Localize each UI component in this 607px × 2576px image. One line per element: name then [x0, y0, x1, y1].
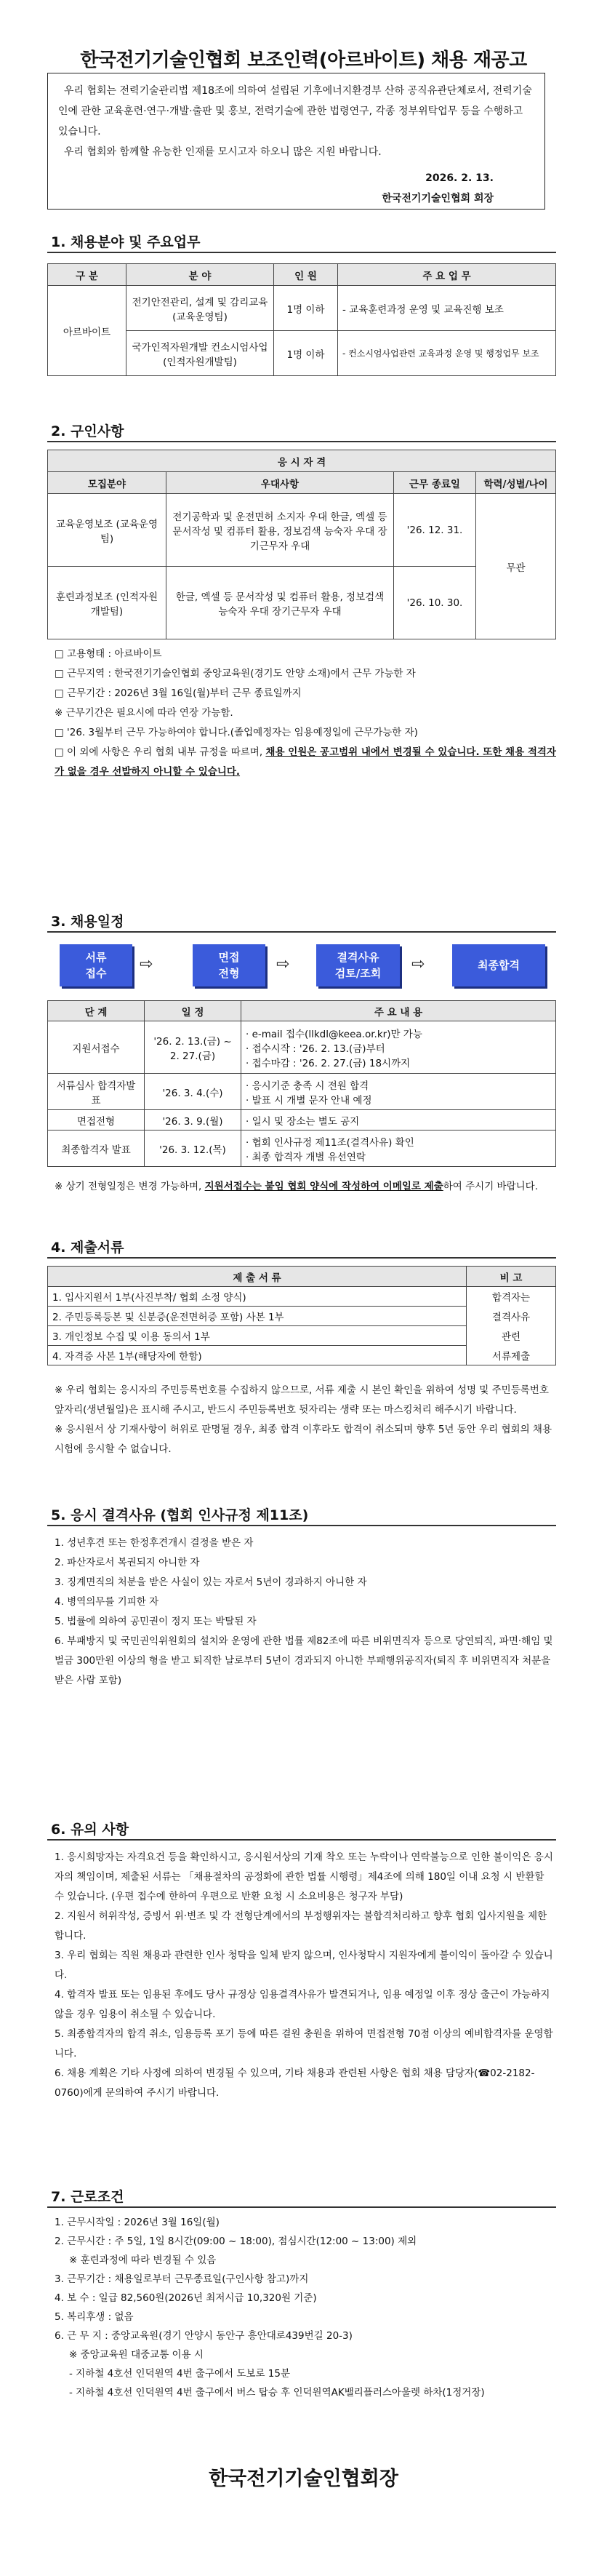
header-note: 비 고: [467, 1267, 556, 1287]
count-cell: 1명 이하: [274, 331, 338, 376]
pref-cell: 한글, 엑셀 등 문서작성 및 컴퓨터 활용, 정보검색 능숙자 우대 장기근무자 우대: [166, 567, 394, 639]
content-line: · 응시기준 충족 시 전원 합격: [246, 1080, 369, 1092]
flow-step-interview: [193, 944, 265, 986]
note-text: ※ 상기 전형일정은 변경 가능하며,: [55, 1181, 202, 1192]
list-item: 2. 지원서 허위작성, 증빙서 위·변조 및 각 전형단계에서의 부정행위자는 불합격처리하고 향후 협회 입사지원을 제한합니다.: [55, 1910, 547, 1942]
section-4-title: 4. 제출서류: [51, 1240, 124, 1256]
content-line: · 협회 인사규정 제11조(결격사유) 확인: [246, 1136, 414, 1149]
end-cell: '26. 12. 31.: [394, 494, 476, 567]
list-item: 6. 근 무 지 : 중앙교육원(경기 안양시 동안구 흥안대로439번길 20-3): [55, 2330, 353, 2342]
header-duty: 주 요 업 무: [338, 264, 556, 286]
list-item: 6. 부패방지 및 국민권익위원회의 설치와 운영에 관한 법률 제82조에 따른 비위면직자 등으로 당연퇴직, 파면·해임 및 벌금 300만원 이상의 형을 받고 퇴직한 날로부터 5년이 경과되지 아니한 부패행위공직자(퇴직 후 비위면직자 처분을 받은 사람 포함): [55, 1635, 553, 1686]
content-cell: [241, 1131, 556, 1167]
date-cell: '26. 3. 12.(목): [145, 1131, 241, 1167]
page-title: 한국전기기술인협회 보조인력(아르바이트) 채용 재공고: [80, 49, 527, 71]
list-item: 3. 징계면직의 처분을 받은 사실이 있는 자로서 5년이 경과하지 아니한 자: [55, 1576, 367, 1588]
section-1-table: [47, 263, 556, 376]
section-1-title: 1. 채용분야 및 주요업무: [51, 234, 201, 250]
stage-cell: 서류심사 합격자발표: [48, 1074, 145, 1110]
flow-label: 결격사유: [337, 951, 379, 964]
content-line: · 발표 시 개별 문자 안내 예정: [246, 1094, 372, 1106]
note-item: [55, 1177, 556, 1197]
list-item: 3. 근무기간 : 채용일로부터 근무종료일(구인사항 참고)까지: [55, 2273, 309, 2285]
footer-signature: 한국전기기술인협회장: [209, 2468, 398, 2490]
date-cell: '26. 3. 9.(월): [145, 1110, 241, 1131]
end-cell: '26. 10. 30.: [394, 567, 476, 639]
section-4-divider: [47, 1257, 556, 1259]
header-stage: 단 계: [48, 1001, 145, 1021]
note-cell: 합격자는: [467, 1287, 556, 1307]
section-6-list: [55, 1848, 556, 2103]
date-cell: '26. 2. 13.(금) ~ 2. 27.(금): [145, 1021, 241, 1074]
note-cell: 결격사유: [467, 1307, 556, 1326]
arrow-icon: ⇨: [411, 955, 425, 973]
header-end: 근무 종료일: [394, 472, 476, 494]
note-text: 하여 주시기 바랍니다.: [443, 1181, 539, 1192]
list-item: 1. 응시희망자는 자격요건 등을 확인하시고, 응시원서상의 기재 착오 또는 누락이나 연락불능으로 인한 불이익은 응시자의 책임이며, 제출된 서류는 「채용절차의 공정화에 관한 법률 시행령」제4조에 의해 180일 이내 요청 시 반환할 수 있습니다. (우편 접수에 한하여 우편으로 반환 요청 시 소요비용은 청구자 부담): [55, 1851, 553, 1902]
note-bold: 지원서접수는 붙임 협회 양식에 작성하여 이메일로 제출: [204, 1181, 443, 1192]
header-doc: 제 출 서 류: [48, 1267, 467, 1287]
note-item: □ 고용형태 : 아르바이트: [55, 648, 162, 660]
field-cell: 국가인적자원개발 컨소시엄사업 (인적자원개발팀): [126, 331, 274, 376]
doc-cell: 1. 입사지원서 1부(사진부착/ 협회 소정 양식): [48, 1287, 467, 1307]
section-2-divider: [47, 441, 556, 442]
count-cell: 1명 이하: [274, 286, 338, 331]
flow-step-check: [316, 944, 400, 986]
intro-box: [47, 73, 545, 210]
note-item: □ '26. 3월부터 근무 가능하여야 합니다.(졸업예정자는 임용예정일에 근무가능한 자): [55, 727, 418, 738]
section-3-table: [47, 1000, 556, 1167]
intro-signer: 한국전기기술인협회 회장: [382, 193, 494, 204]
content-line: · e-mail 접수(llkdl@keea.or.kr)만 가능: [246, 1028, 422, 1040]
header-field: 분 야: [126, 264, 274, 286]
list-item: 4. 보 수 : 일급 82,560원(2026년 최저시급 10,320원 기준): [55, 2292, 317, 2304]
doc-cell: 4. 자격증 사본 1부(해당자에 한함): [48, 1346, 467, 1365]
section-4-notes: [55, 1381, 556, 1459]
flow-label: 면접: [218, 951, 240, 964]
duty-cell: - 교육훈련과정 운영 및 교육진행 보조: [338, 286, 556, 331]
list-item: ※ 중앙교육원 대중교통 이용 시: [69, 2349, 204, 2361]
list-item: 5. 법률에 의하여 공민권이 정지 또는 박탈된 자: [55, 1616, 257, 1627]
list-item: 4. 병역의무를 기피한 자: [55, 1596, 159, 1608]
content-cell: [241, 1110, 556, 1131]
section-2-title: 2. 구인사항: [51, 423, 124, 439]
arrow-icon: ⇨: [276, 955, 290, 973]
section-6-divider: [47, 1839, 556, 1841]
section-2-notes: [55, 645, 556, 782]
stage-cell: 면접전형: [48, 1110, 145, 1131]
list-item: 1. 성년후견 또는 한정후견개시 결정을 받은 자: [55, 1537, 254, 1549]
qualification-title: 응 시 자 격: [48, 450, 556, 472]
list-item: - 지하철 4호선 인덕원역 4번 출구에서 도보로 15분: [69, 2368, 291, 2380]
list-item: 2. 근무시간 : 주 5일, 1일 8시간(09:00 ~ 18:00), 점심시간(12:00 ~ 13:00) 제외: [55, 2236, 417, 2247]
section-5-list: [55, 1534, 556, 1691]
list-item: 5. 최종합격자의 합격 취소, 임용등록 포기 등에 따른 결원 충원을 위하여 면접전형 70점 이상의 예비합격자를 운영합니다.: [55, 2028, 553, 2059]
note-item: □ 근무기간 : 2026년 3월 16일(월)부터 근무 종료일까지: [55, 687, 302, 699]
header-field: 모집분야: [48, 472, 166, 494]
list-item: 5. 복리후생 : 없음: [55, 2311, 134, 2323]
date-cell: '26. 3. 4.(수): [145, 1074, 241, 1110]
section-7-title: 7. 근로조건: [51, 2189, 124, 2205]
stage-cell: 지원서접수: [48, 1021, 145, 1074]
note-item: ※ 근무기간은 필요시에 따라 연장 가능함.: [55, 707, 233, 719]
note-text: □ 이 외에 사항은 우리 협회 내부 규정을 따르며,: [55, 746, 263, 758]
header-category: 구 분: [48, 264, 126, 286]
note-cell: 관련: [467, 1326, 556, 1346]
section-2-table: [47, 450, 556, 639]
note-bold: 채용 인원은 공고범위 내에서 변경될 수 있습니다. 또한 채용 적격자가 없을 경우 선발하지 아니할 수 있습니다.: [55, 746, 556, 778]
note-item: ※ 응시원서 상 기재사항이 허위로 판명될 경우, 최종 합격 이후라도 합격이 취소되며 향후 5년 동안 우리 협회의 채용시험에 응시할 수 없습니다.: [55, 1424, 552, 1455]
intro-date: 2026. 2. 13.: [425, 172, 494, 184]
list-item: - 지하철 4호선 인덕원역 4번 출구에서 버스 탑승 후 인덕원역AK밸리플러스아울렛 하차(1정거장): [69, 2387, 485, 2398]
unlimited-cell: 무관: [476, 494, 556, 639]
section-4-table: [47, 1266, 556, 1365]
field-cell: 전기안전관리, 설계 및 감리교육 (교육운영팀): [126, 286, 274, 331]
flow-label: 검토/조회: [334, 967, 382, 980]
duty-cell: - 컨소시엄사업관련 교육과정 운영 및 행정업무 보조: [338, 331, 556, 376]
content-line: · 일시 및 장소는 별도 공지: [246, 1115, 360, 1128]
note-item: [55, 743, 556, 782]
flow-step-document: [60, 944, 132, 986]
header-content: 주 요 내 용: [241, 1001, 556, 1021]
section-1-divider: [47, 252, 556, 253]
flow-step-final: [452, 944, 545, 986]
section-6-title: 6. 유의 사항: [51, 1822, 129, 1838]
doc-cell: 2. 주민등록등본 및 신분증(운전면허증 포함) 사본 1부: [48, 1307, 467, 1326]
list-item: 6. 채용 계획은 기타 사정에 의하여 변경될 수 있으며, 기타 채용과 관련된 사항은 협회 채용 담당자(☎02-2182-0760)에게 문의하여 주시기 바랍니다.: [55, 2067, 535, 2099]
section-3-note: [55, 1177, 556, 1197]
flow-label: 최종합격: [478, 959, 520, 972]
content-line: · 최종 합격자 개별 유선연락: [246, 1151, 366, 1163]
content-cell: [241, 1021, 556, 1074]
content-line: · 접수마감 : '26. 2. 27.(금) 18시까지: [246, 1057, 411, 1069]
doc-cell: 3. 개인정보 수집 및 이용 동의서 1부: [48, 1326, 467, 1346]
section-3-divider: [47, 931, 556, 933]
content-cell: [241, 1074, 556, 1110]
list-item: 1. 근무시작일 : 2026년 3월 16일(월): [55, 2217, 220, 2228]
section-5-title: 5. 응시 결격사유 (협회 인사규정 제11조): [51, 1507, 309, 1523]
intro-paragraph-2: 우리 협회와 함께할 유능한 인재를 모시고자 하오니 많은 지원 바랍니다.: [64, 146, 382, 158]
flow-label: 서류: [85, 951, 107, 964]
field-cell: 훈련과정보조 (인적자원개발팀): [48, 567, 166, 639]
stage-cell: 최종합격자 발표: [48, 1131, 145, 1167]
section-7-divider: [47, 2206, 556, 2208]
flow-label: 전형: [218, 967, 240, 980]
header-count: 인 원: [274, 264, 338, 286]
arrow-icon: ⇨: [140, 955, 153, 973]
flow-label: 접수: [85, 967, 107, 980]
pref-cell: 전기공학과 및 운전면허 소지자 우대 한글, 엑셀 등 문서작성 및 컴퓨터 활용, 정보검색 능숙자 우대 장기근무자 우대: [166, 494, 394, 567]
list-item: ※ 훈련과정에 따라 변경될 수 있음: [69, 2254, 217, 2266]
section-5-divider: [47, 1525, 556, 1526]
header-pref: 우대사항: [166, 472, 394, 494]
field-cell: 교육운영보조 (교육운영팀): [48, 494, 166, 567]
category-cell: 아르바이트: [48, 286, 126, 376]
header-date: 일 정: [145, 1001, 241, 1021]
note-item: ※ 우리 협회는 응시자의 주민등록번호를 수집하지 않으므로, 서류 제출 시 본인 확인을 위하여 성명 및 주민등록번호 앞자리(생년월일)은 표시해 주시고, 반드시 주민등록번호 뒷자리는 생략 또는 마스킹처리 해주시기 바랍니다.: [55, 1384, 549, 1416]
list-item: 4. 합격자 발표 또는 임용된 후에도 당사 규정상 임용결격사유가 발견되거나, 임용 예정일 이후 정상 출근이 가능하지 않을 경우 임용이 취소될 수 있습니다.: [55, 1989, 550, 2020]
section-7-list: [55, 2213, 556, 2402]
list-item: 2. 파산자로서 복권되지 아니한 자: [55, 1557, 200, 1568]
content-line: · 접수시작 : '26. 2. 13.(금)부터: [246, 1042, 385, 1055]
header-etc: 학력/성별/나이: [476, 472, 556, 494]
list-item: 3. 우리 협회는 직원 채용과 관련한 인사 청탁을 일체 받지 않으며, 인사청탁시 지원자에게 불이익이 돌아갈 수 있습니다.: [55, 1950, 553, 1981]
section-3-title: 3. 채용일정: [51, 914, 124, 930]
note-item: □ 근무지역 : 한국전기기술인협회 중앙교육원(경기도 안양 소재)에서 근무 가능한 자: [55, 668, 416, 679]
intro-paragraph-1: 우리 협회는 전력기술관리법 제18조에 의하여 설립된 기후에너지환경부 산하 공직유관단체로서, 전력기술인에 관한 교육훈련·연구·개발·출판 및 홍보, 전력기술에 관한 법령연구, 각종 정부위탁업무 등을 수행하고 있습니다.: [58, 85, 532, 137]
note-cell: 서류제출: [467, 1346, 556, 1365]
